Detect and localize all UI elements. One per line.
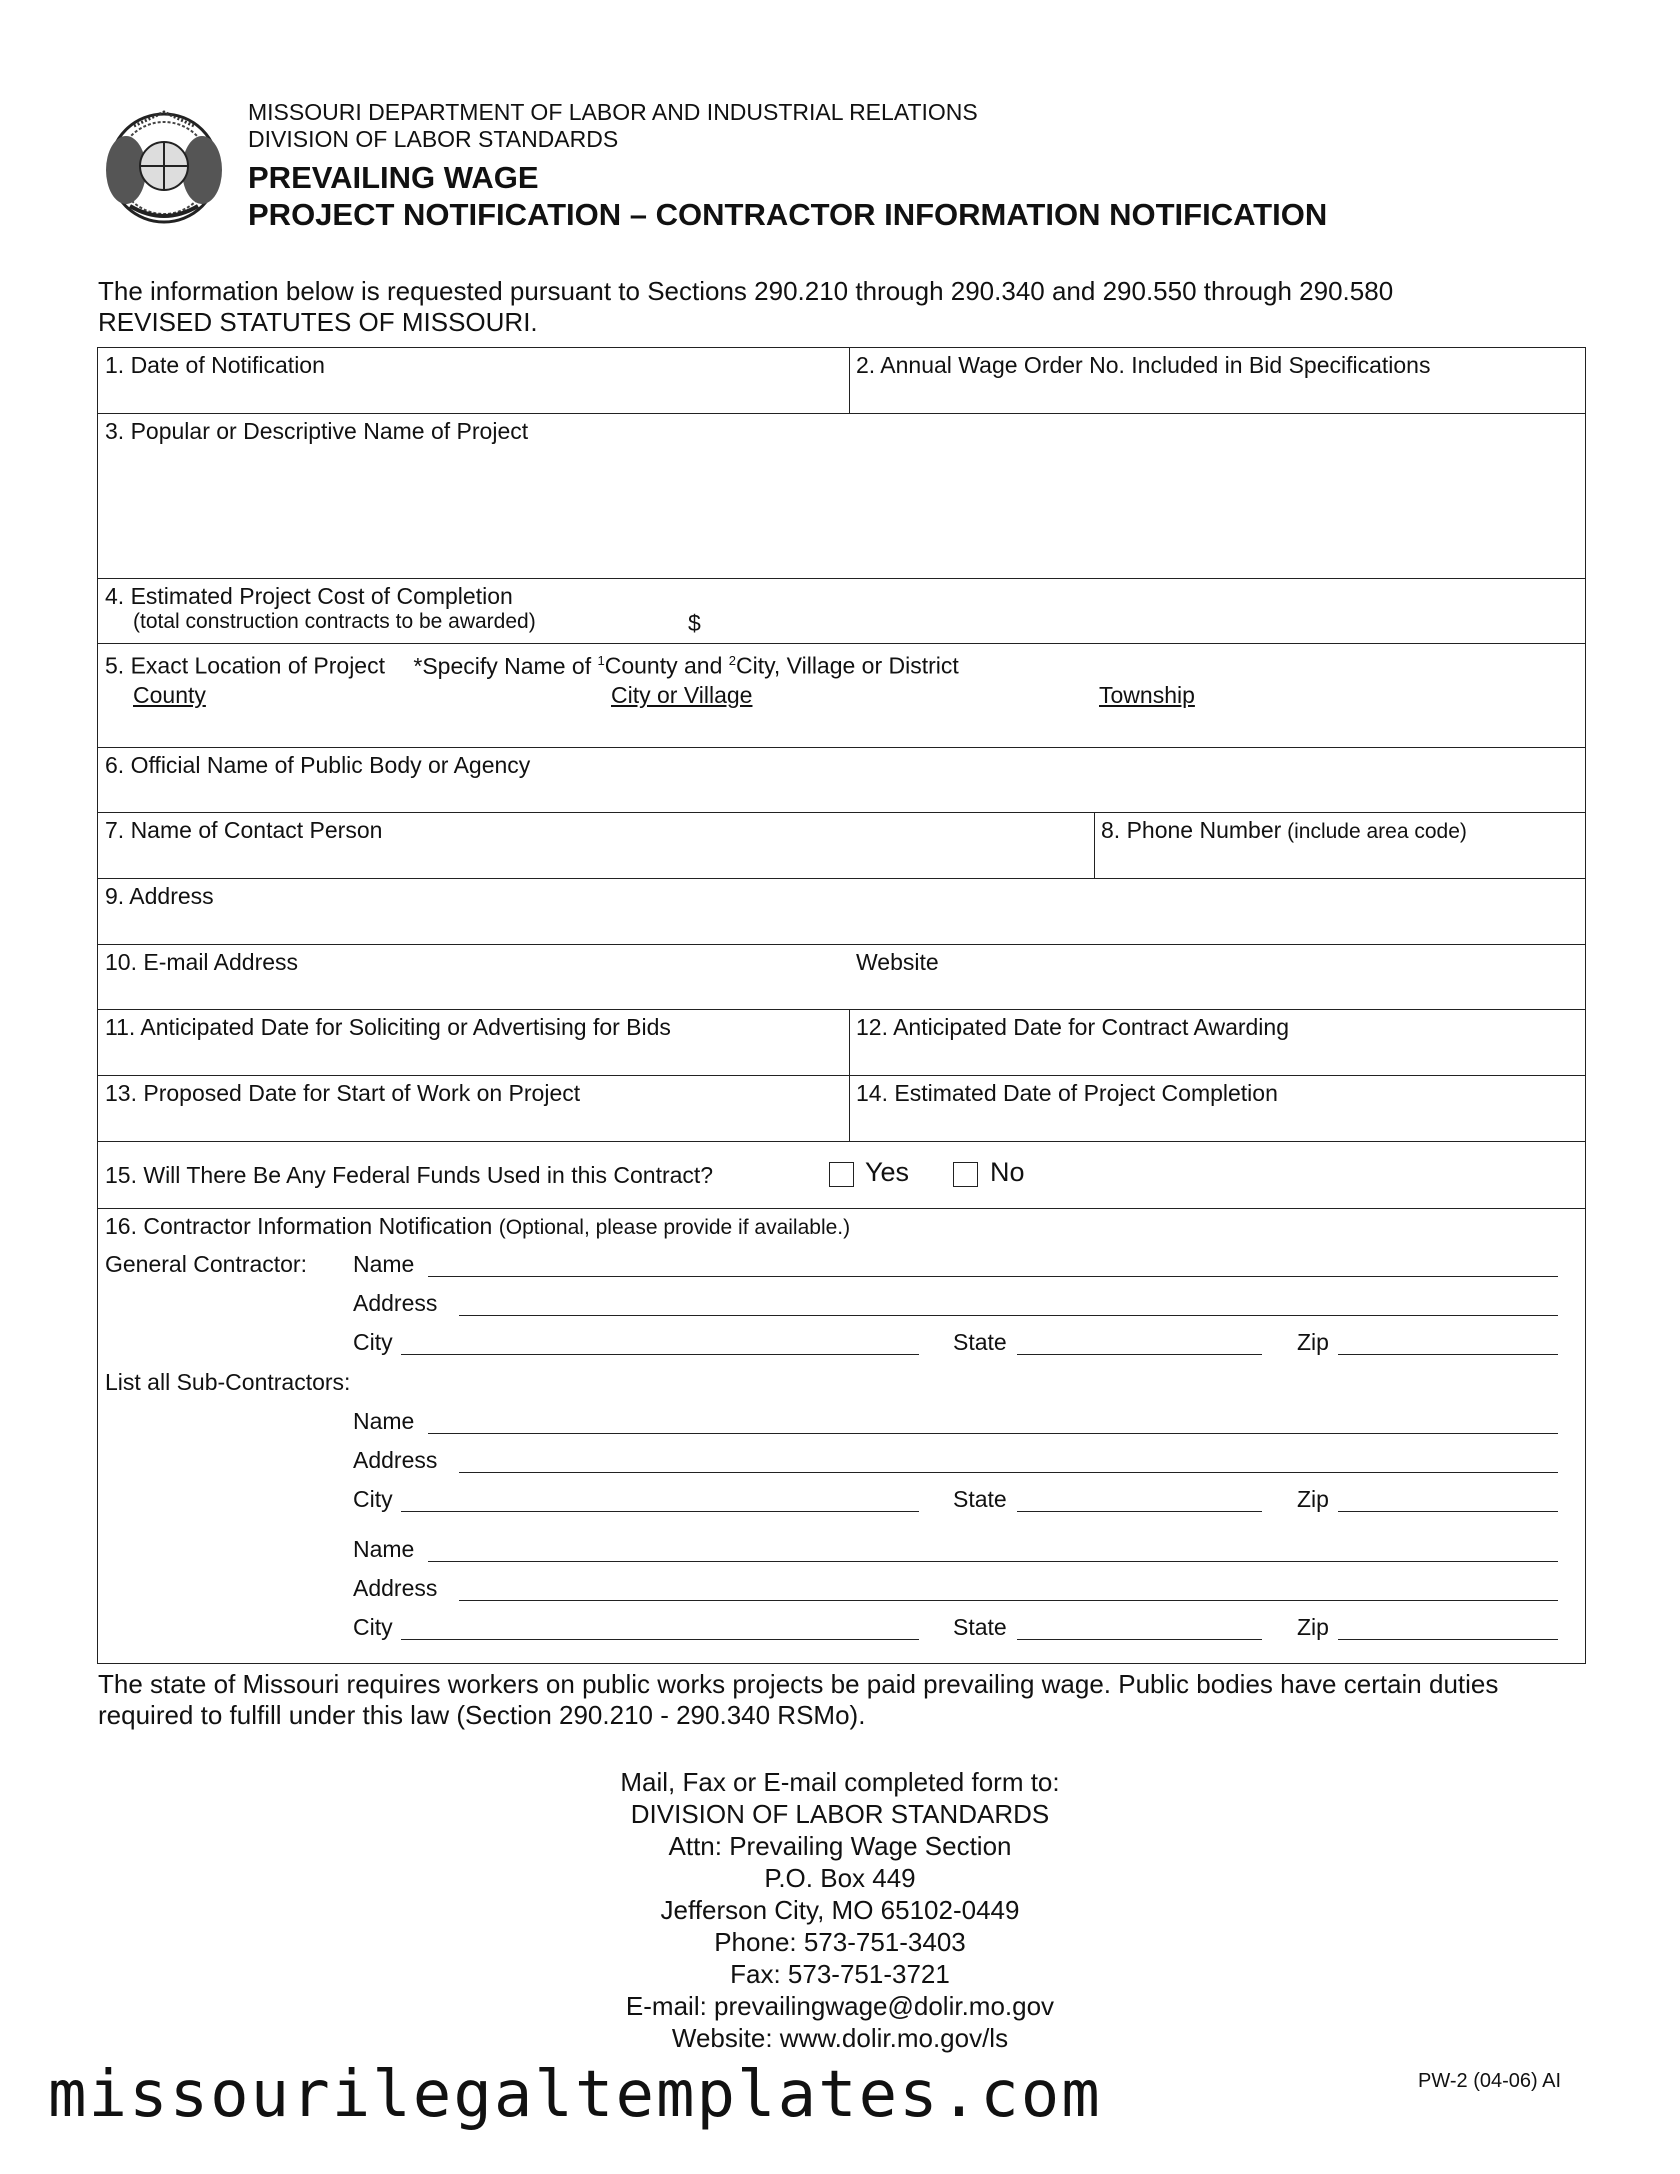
sub2-city-input[interactable]: [401, 1639, 919, 1640]
gc-zip-input[interactable]: [1338, 1354, 1558, 1355]
field-website[interactable]: Website: [856, 949, 939, 975]
mailing-instructions: Mail, Fax or E-mail completed form to: DIVISION OF LABOR STANDARDS Attn: Prevailing Wage Section P.O. Box 449 Jefferson City, MO 65102-0449 Phone: 573-751-3403 Fax: 573-751-3721 E-mail: prevailingwage@dolir.mo.gov Website: www.dolir.mo.gov/ls: [0, 1766, 1680, 2054]
sub2-zip-input[interactable]: [1338, 1639, 1558, 1640]
sub1-state-input[interactable]: [1017, 1511, 1262, 1512]
form-title-line1: PREVAILING WAGE: [248, 160, 539, 195]
gc-city-label: City: [353, 1329, 393, 1355]
sub2-address-label: Address: [353, 1575, 438, 1601]
sub1-city-input[interactable]: [401, 1511, 919, 1512]
dollar-sign: $: [688, 610, 701, 636]
gc-address-input[interactable]: [459, 1315, 1558, 1316]
sub1-city-label: City: [353, 1486, 393, 1512]
form-title-line2: PROJECT NOTIFICATION – CONTRACTOR INFORMATION NOTIFICATION: [248, 197, 1328, 232]
gc-name-input[interactable]: [428, 1276, 1558, 1277]
sub1-zip-label: Zip: [1297, 1486, 1329, 1512]
field-public-body-name[interactable]: 6. Official Name of Public Body or Agency: [105, 752, 531, 778]
federal-funds-question: 15. Will There Be Any Federal Funds Used in this Contract?: [105, 1162, 714, 1188]
general-contractor-label: General Contractor:: [105, 1251, 307, 1277]
watermark: missourilegaltemplates.com: [48, 2058, 1102, 2132]
sub1-name-input[interactable]: [428, 1433, 1558, 1434]
gc-state-label: State: [953, 1329, 1007, 1355]
sub1-address-input[interactable]: [459, 1472, 1558, 1473]
field-project-name[interactable]: 3. Popular or Descriptive Name of Project: [105, 418, 529, 444]
field-wage-order-number[interactable]: 2. Annual Wage Order No. Included in Bid Specifications: [856, 352, 1431, 378]
township-input-label[interactable]: Township: [1099, 682, 1195, 708]
gc-address-label: Address: [353, 1290, 438, 1316]
project-cost-note: (total construction contracts to be awarded): [133, 610, 536, 633]
field-contract-award-date[interactable]: 12. Anticipated Date for Contract Awarding: [856, 1014, 1290, 1040]
field-date-of-notification[interactable]: 1. Date of Notification: [105, 352, 325, 378]
sub1-state-label: State: [953, 1486, 1007, 1512]
sub2-city-label: City: [353, 1614, 393, 1640]
gc-zip-label: Zip: [1297, 1329, 1329, 1355]
prevailing-wage-note: The state of Missouri requires workers on public works projects be paid prevailing wage. Public bodies have certain duties required to fulfill under this law (Section 290.210 - 290.340 RSMo).: [98, 1669, 1499, 1730]
no-label: No: [990, 1157, 1025, 1187]
sub2-name-input[interactable]: [428, 1561, 1558, 1562]
field-contact-person[interactable]: 7. Name of Contact Person: [105, 817, 383, 843]
subcontractors-label: List all Sub-Contractors:: [105, 1369, 351, 1395]
county-input-label[interactable]: County: [133, 682, 206, 708]
sub2-zip-label: Zip: [1297, 1614, 1329, 1640]
field-phone-number[interactable]: 8. Phone Number (include area code): [1101, 817, 1467, 843]
federal-funds-yes-checkbox[interactable]: [829, 1162, 854, 1187]
sub1-name-label: Name: [353, 1408, 415, 1434]
field-bid-advertising-date[interactable]: 11. Anticipated Date for Soliciting or Advertising for Bids: [105, 1014, 671, 1040]
field-email-address[interactable]: 10. E-mail Address: [105, 949, 299, 975]
form-number: PW-2 (04-06) AI: [1418, 2070, 1562, 2092]
department-name: MISSOURI DEPARTMENT OF LABOR AND INDUSTRIAL RELATIONS: [248, 99, 978, 125]
yes-label: Yes: [865, 1157, 910, 1187]
city-village-input-label[interactable]: City or Village: [611, 682, 753, 708]
field-project-location: 5. Exact Location of Project *Specify Name of $^1$County and $^2$City, Village or District: [105, 652, 959, 679]
field-project-cost[interactable]: 4. Estimated Project Cost of Completion: [105, 583, 513, 609]
gc-name-label: Name: [353, 1251, 415, 1277]
intro-text: The information below is requested pursuant to Sections 290.210 through 290.340 and 290.550 through 290.580 REVISED STATUTES OF MISSOURI.: [98, 276, 1394, 337]
field-completion-date[interactable]: 14. Estimated Date of Project Completion: [856, 1080, 1278, 1106]
sub2-state-input[interactable]: [1017, 1639, 1262, 1640]
email-contact[interactable]: E-mail: prevailingwage@dolir.mo.gov: [625, 1991, 1055, 2021]
sub2-name-label: Name: [353, 1536, 415, 1562]
missouri-state-seal-icon: [100, 104, 228, 232]
sub2-address-input[interactable]: [459, 1600, 1558, 1601]
sub2-state-label: State: [953, 1614, 1007, 1640]
sub1-zip-input[interactable]: [1338, 1511, 1558, 1512]
gc-state-input[interactable]: [1017, 1354, 1262, 1355]
field-start-of-work-date[interactable]: 13. Proposed Date for Start of Work on Project: [105, 1080, 581, 1106]
contractor-info-heading: 16. Contractor Information Notification (Optional, please provide if available.): [105, 1213, 851, 1239]
field-address[interactable]: 9. Address: [105, 883, 214, 909]
notification-form: [97, 347, 1586, 1664]
federal-funds-no-checkbox[interactable]: [953, 1162, 978, 1187]
division-name: DIVISION OF LABOR STANDARDS: [248, 126, 619, 152]
website-contact[interactable]: Website: www.dolir.mo.gov/ls: [671, 2023, 1009, 2053]
gc-city-input[interactable]: [401, 1354, 919, 1355]
sub1-address-label: Address: [353, 1447, 438, 1473]
